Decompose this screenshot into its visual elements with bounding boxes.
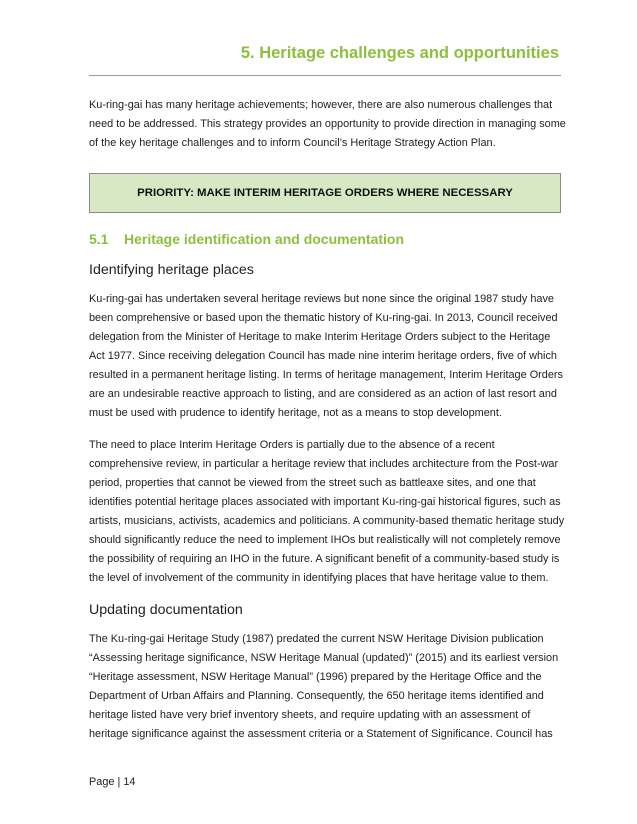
paragraph-line: heritage listed have very brief inventory sheets, and require updating with an assessment of <box>89 709 531 721</box>
paragraph-line: the possibility of requiring an IHO in the future. A significant benefit of a community-based study is <box>89 553 560 565</box>
paragraph-line: should significantly reduce the need to implement IHOs but realistically will not completely remove <box>89 534 561 546</box>
identifying-paragraph-2 <box>89 436 564 588</box>
priority-text: PRIORITY: MAKE INTERIM HERITAGE ORDERS WHERE NECESSARY <box>137 187 513 199</box>
chapter-title: 5. Heritage challenges and opportunities <box>240 44 559 62</box>
paragraph-line: need to be addressed. This strategy provides an opportunity to provide direction in managing some <box>89 118 566 130</box>
paragraph-line: must be used with prudence to identify heritage, not as a means to stop development. <box>89 407 502 419</box>
subheading-identifying: Identifying heritage places <box>89 262 254 278</box>
page-number: Page | 14 <box>89 776 136 788</box>
paragraph-line: delegation from the Minister of Heritage to make Interim Heritage Orders subject to the Heritage <box>89 331 551 343</box>
paragraph-line: Act 1977. Since receiving delegation Council has made nine interim heritage orders, five of which <box>89 350 557 362</box>
header-divider <box>89 75 561 76</box>
paragraph-line: of the key heritage challenges and to inform Council’s Heritage Strategy Action Plan. <box>89 137 496 149</box>
paragraph-line: comprehensive review, in particular a heritage review that includes architecture from the Post-war <box>89 458 559 470</box>
identifying-paragraph-1 <box>89 290 564 423</box>
subheading-updating: Updating documentation <box>89 602 243 618</box>
paragraph-line: identifies potential heritage places associated with important Ku-ring-gai historical figures, such as <box>89 496 561 508</box>
intro-paragraph <box>89 96 564 153</box>
priority-callout <box>89 173 561 213</box>
paragraph-line: “Assessing heritage significance, NSW Heritage Manual (updated)” (2015) and its earliest version <box>89 652 559 664</box>
paragraph-line: The Ku-ring-gai Heritage Study (1987) predated the current NSW Heritage Division publication <box>89 633 544 645</box>
paragraph-line: The need to place Interim Heritage Orders is partially due to the absence of a recent <box>89 439 495 451</box>
paragraph-line: heritage significance against the assessment criteria or a Statement of Significance. Council has <box>89 728 553 740</box>
section-heading <box>89 231 404 247</box>
paragraph-line: been comprehensive or based upon the thematic history of Ku-ring-gai. In 2013, Council received <box>89 312 558 324</box>
paragraph-line: Ku-ring-gai has undertaken several heritage reviews but none since the original 1987 study have <box>89 293 554 305</box>
paragraph-line: resulted in a permanent heritage listing. In terms of heritage management, Interim Heritage Orders <box>89 369 563 381</box>
paragraph-line: Department of Urban Affairs and Planning. Consequently, the 650 heritage items identified and <box>89 690 544 702</box>
section-number: 5.1 <box>89 231 109 247</box>
paragraph-line: are an undesirable reactive approach to listing, and are considered as an action of last resort and <box>89 388 557 400</box>
updating-paragraph-1 <box>89 630 564 744</box>
section-title: Heritage identification and documentation <box>124 231 405 247</box>
paragraph-line: Ku-ring-gai has many heritage achievements; however, there are also numerous challenges that <box>89 99 553 111</box>
paragraph-line: the level of involvement of the community in identifying places that have heritage value to them. <box>89 572 549 584</box>
paragraph-line: “Heritage assessment, NSW Heritage Manual” (1996) prepared by the Heritage Office and the <box>89 671 542 683</box>
paragraph-line: artists, musicians, activists, academics and politicians. A community-based thematic heritage study <box>89 515 565 527</box>
paragraph-line: period, properties that cannot be viewed from the street such as battleaxe sites, and one that <box>89 477 536 489</box>
